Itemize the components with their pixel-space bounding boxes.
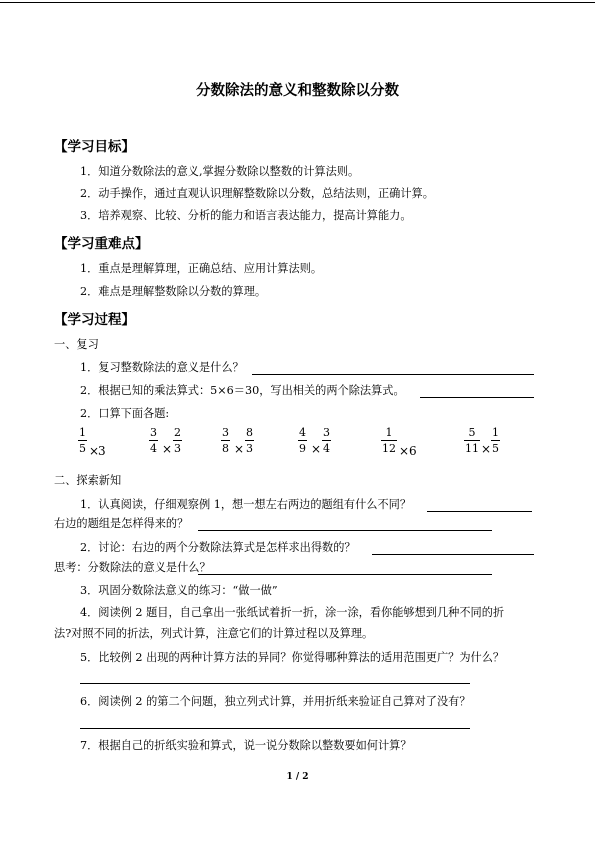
- exercise-5-fraction-a: 1 12: [382, 426, 396, 455]
- review-q2: 2．根据已知的乘法算式：5×6＝30，写出相关的两个除法算式。: [80, 384, 405, 397]
- exercise-6-op: ×: [481, 442, 492, 456]
- exercise-4-fraction-b: 3 4: [323, 426, 330, 455]
- explore-item-2a: 2．讨论：右边的两个分数除法算式是怎样求出得数的？: [80, 541, 356, 554]
- explore-item-4a: 4．阅读例 2 题目，自己拿出一张纸试着折一折，涂一涂，看你能够想到几种不同的折: [80, 606, 505, 619]
- section-process-heading: 【学习过程】: [54, 312, 135, 328]
- exercise-2-fraction-b: 2 3: [174, 426, 181, 455]
- exercise-1-integer-b: 3: [98, 444, 106, 458]
- answer-line-5[interactable]: [80, 683, 470, 684]
- exercise-4-fraction-a: 4 9: [299, 426, 306, 455]
- exercise-3-op: ×: [234, 442, 245, 456]
- review-q3: 2．口算下面各题:: [80, 407, 170, 420]
- goal-item-1: 1．知道分数除法的意义,掌握分数除以整数的计算法则。: [80, 165, 360, 178]
- key-item-2: 2．难点是理解整数除以分数的算理。: [80, 285, 267, 298]
- section-goals-heading: 【学习目标】: [54, 139, 135, 155]
- exercise-3-fraction-b: 8 3: [246, 426, 253, 455]
- section-key-heading: 【学习重难点】: [54, 236, 149, 252]
- exercise-1-fraction-a: 1 5: [79, 426, 86, 455]
- answer-line-q2[interactable]: [420, 397, 534, 398]
- exercise-4-op: ×: [311, 442, 322, 456]
- goal-item-2: 2．动手操作，通过直观认识理解整数除以分数，总结法则，正确计算。: [80, 187, 434, 200]
- answer-line-2a[interactable]: [372, 554, 534, 555]
- exercise-1-op: ×: [89, 444, 100, 458]
- exercise-6-fraction-b: 1 5: [492, 426, 499, 455]
- answer-line-6[interactable]: [80, 728, 470, 729]
- review-heading: 一、复习: [54, 338, 99, 351]
- exercise-5-integer-b: 6: [409, 444, 417, 458]
- answer-line-1b[interactable]: [198, 530, 492, 531]
- exercise-3-fraction-a: 3 8: [222, 426, 229, 455]
- page-top-border: [0, 2, 595, 3]
- goal-item-3: 3．培养观察、比较、分析的能力和语言表达能力，提高计算能力。: [80, 209, 412, 222]
- explore-item-3: 3．巩固分数除法意义的练习：“做一做”: [80, 584, 278, 597]
- explore-item-7: 7．根据自己的折纸实验和算式，说一说分数除以整数要如何计算？: [80, 739, 412, 752]
- explore-item-2b: 思考：分数除法的意义是什么？: [54, 561, 211, 574]
- answer-line-1a[interactable]: [427, 511, 532, 512]
- page-number: 1 / 2: [286, 772, 309, 782]
- exercise-2-fraction-a: 3 4: [150, 426, 157, 455]
- explore-item-6: 6．阅读例 2 的第二个问题，独立列式计算，并用折纸来验证自己算对了没有？: [80, 695, 471, 708]
- exercise-2-op: ×: [162, 442, 173, 456]
- explore-item-4b: 法?对照不同的折法，列式计算，注意它们的计算过程以及算理。: [54, 627, 374, 640]
- explore-item-1b: 右边的题组是怎样得来的？: [54, 517, 189, 530]
- answer-line-2b[interactable]: [198, 574, 492, 575]
- explore-item-1a: 1．认真阅读，仔细观察例 1，想一想左右两边的题组有什么不同？: [80, 498, 412, 511]
- exercise-6-fraction-a: 5 11: [465, 426, 479, 455]
- explore-item-5: 5．比较例 2 出现的两种计算方法的异同？你觉得哪种算法的适用范围更广？为什么？: [80, 651, 505, 664]
- key-item-1: 1．重点是理解算理，正确总结、应用计算法则。: [80, 262, 323, 275]
- answer-line-q1[interactable]: [252, 374, 534, 375]
- review-q1: 1．复习整数除法的意义是什么？: [80, 361, 244, 374]
- page-title: 分数除法的意义和整数除以分数: [196, 83, 399, 99]
- explore-heading: 二、探索新知: [54, 474, 122, 487]
- exercise-5-op: ×: [399, 444, 410, 458]
